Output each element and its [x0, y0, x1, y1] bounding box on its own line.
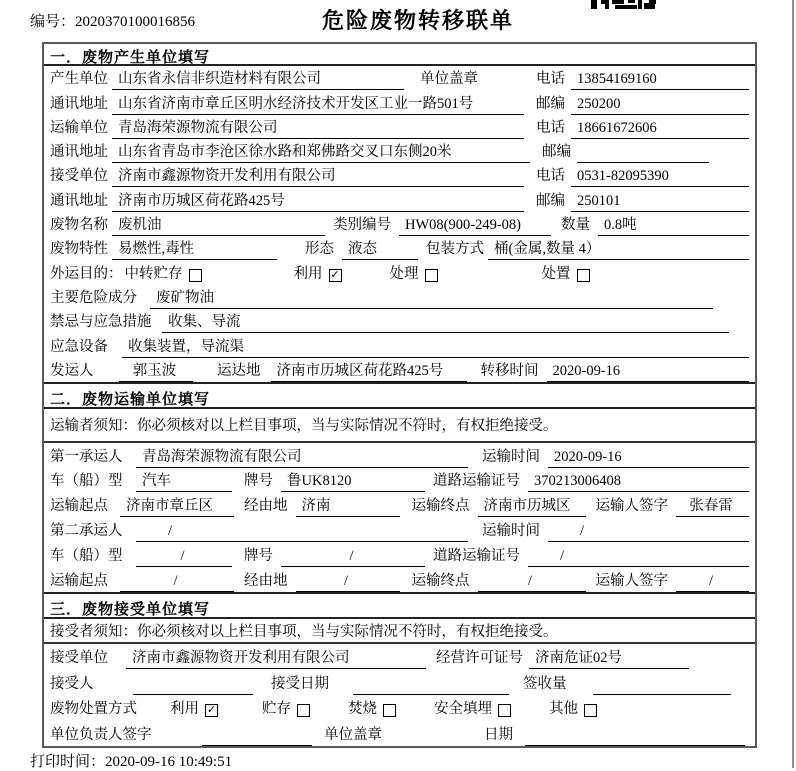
origin-label: 运输起点 — [50, 498, 108, 515]
via-value: 济南 — [296, 494, 400, 517]
address-value: 济南市历城区荷花路425号 — [112, 189, 524, 212]
origin-blank: / — [120, 573, 234, 592]
destination-value: 济南市历城区荷花路425号 — [271, 359, 467, 382]
responsible-signature-blank — [202, 744, 312, 746]
phone-label: 电话 — [536, 168, 565, 185]
producer-label: 产生单位 — [50, 71, 108, 88]
zip-value: 250101 — [571, 193, 749, 212]
print-time-value: 2020-09-16 10:49:51 — [105, 754, 233, 770]
vehicle-type-blank: / — [136, 548, 232, 567]
phone-value: 0531-82095390 — [571, 168, 749, 187]
section2-heading: 二．废物运输单位填写 — [44, 382, 755, 409]
purpose-option-label: 利用 — [293, 265, 323, 282]
equipment-label: 应急设备 — [50, 338, 108, 355]
hazard-component-row — [44, 285, 755, 309]
terminus-label: 运输终点 — [411, 572, 470, 589]
accepting-unit-row — [44, 644, 755, 670]
transport-time-blank: / — [548, 523, 749, 542]
manifest-form-table — [42, 42, 757, 748]
producer-value: 山东省永信非织造材料有限公司 — [112, 67, 404, 90]
plate-blank: / — [281, 548, 425, 567]
route-row-2 — [44, 567, 755, 592]
accepting-unit-value: 济南市鑫源物资开发利用有限公司 — [126, 646, 426, 669]
origin-label: 运输起点 — [50, 572, 108, 589]
via-label: 经由地 — [244, 572, 288, 589]
section1-heading: 一．废物产生单位填写 — [44, 44, 755, 66]
zip-label: 邮编 — [536, 95, 565, 112]
transport-time-value: 2020-09-16 — [548, 449, 749, 468]
vehicle-type-label: 车（船）型 — [50, 547, 123, 564]
address-label: 通讯地址 — [50, 144, 108, 161]
quantity-value: 0.8吨 — [598, 213, 749, 236]
character-value: 易燃性,毒性 — [112, 237, 277, 260]
road-license-label: 道路运输证号 — [433, 473, 520, 490]
phone-value: 18661672606 — [571, 120, 749, 139]
consignor-row — [44, 358, 755, 382]
form-label: 形态 — [305, 241, 334, 258]
transporter-address-row — [44, 139, 755, 163]
terminus-blank: / — [478, 573, 586, 592]
consignor-value: 郭玉波 — [119, 359, 193, 382]
road-license-blank: / — [528, 548, 749, 567]
section3-heading: 三．废物接受单位填写 — [44, 592, 755, 619]
via-label: 经由地 — [244, 498, 288, 515]
checkbox-transit-storage — [189, 269, 202, 282]
transfer-purpose-row — [44, 260, 755, 284]
transporter-notice: 运输者须知：你必须核对以上栏目事项，当与实际情况不符时，有权拒绝接受。 — [44, 409, 755, 443]
transport-time-label: 运输时间 — [482, 523, 540, 540]
carrier-value-blank: / — [136, 523, 468, 542]
carrier-value: 青岛海荣源物流有限公司 — [136, 445, 468, 468]
character-label: 废物特性 — [50, 241, 108, 258]
vehicle-row-2 — [44, 542, 755, 567]
transport-time-label: 运输时间 — [482, 448, 540, 465]
recipient-row — [44, 669, 755, 695]
checkbox-incinerate — [383, 704, 396, 717]
disposal-method-label: 废物处置方式 — [50, 701, 137, 718]
waste-character-row — [44, 236, 755, 260]
carrier-signature-label: 运输人签字 — [595, 572, 668, 589]
vehicle-type-value: 汽车 — [136, 469, 232, 492]
date-label: 日期 — [484, 726, 513, 743]
receiver-notice: 接受者须知：你必须核对以上栏目事项，当与实际情况不符时，有权拒绝接受。 — [44, 619, 755, 644]
disposal-option-label: 利用 — [170, 701, 199, 718]
receiver-row — [44, 163, 755, 187]
packing-label: 包装方式 — [426, 241, 484, 258]
serial-label: 编号： — [30, 14, 76, 30]
waste-name-label: 废物名称 — [50, 217, 108, 234]
waste-name-value: 废机油 — [112, 213, 325, 236]
origin-value: 济南市章丘区 — [120, 494, 234, 517]
date-blank — [525, 744, 745, 746]
document-title: 危险废物转移联单 — [322, 8, 515, 33]
plate-value: 鲁UK8120 — [281, 469, 425, 492]
equipment-value: 收集装置，导流渠 — [122, 335, 749, 358]
disposal-option-label: 贮存 — [262, 701, 291, 718]
vehicle-type-label: 车（船）型 — [50, 473, 123, 490]
route-row — [44, 492, 755, 517]
carrier-signature-value: 张春雷 — [676, 494, 749, 517]
recipient-label: 接受人 — [50, 675, 94, 692]
responsible-signature-row — [44, 720, 755, 746]
road-license-value: 370213006408 — [528, 473, 749, 492]
checkbox-other — [584, 704, 597, 717]
category-label: 类别编号 — [333, 217, 391, 234]
disposal-option-label: 焚烧 — [348, 701, 377, 718]
quantity-label: 数量 — [561, 217, 590, 234]
address-value: 山东省青岛市李沧区徐水路和郑佛路交叉口东侧20米 — [112, 140, 530, 163]
waste-name-row — [44, 212, 755, 236]
permit-label: 经营许可证号 — [436, 650, 523, 667]
permit-value: 济南危证02号 — [529, 646, 689, 669]
print-time-label: 打印时间： — [30, 754, 106, 770]
disposal-option-label: 其他 — [549, 701, 578, 718]
disposal-method-row — [44, 695, 755, 721]
phone-label: 电话 — [536, 71, 565, 88]
responsible-signature-label: 单位负责人签字 — [50, 726, 152, 743]
checkbox-utilize-checked: ✓ — [330, 267, 340, 281]
second-carrier-row — [44, 517, 755, 542]
address-value: 山东省济南市章丘区明水经济技术开发区工业一路501号 — [112, 92, 524, 115]
qr-code-fragment — [591, 0, 657, 10]
consignor-label: 发运人 — [50, 362, 94, 379]
accept-date-label: 接受日期 — [271, 675, 329, 692]
destination-label: 运达地 — [217, 362, 261, 379]
phone-value: 13854169160 — [571, 71, 749, 90]
zip-label: 邮编 — [542, 144, 571, 161]
via-blank: / — [296, 573, 400, 592]
phone-label: 电话 — [536, 119, 565, 136]
address-label: 通讯地址 — [50, 95, 108, 112]
serial-number-line — [30, 10, 195, 31]
transporter-value: 青岛海荣源物流有限公司 — [112, 116, 524, 139]
purpose-label: 外运目的： — [50, 265, 123, 282]
carrier-signature-label: 运输人签字 — [595, 498, 668, 515]
receiver-address-row — [44, 187, 755, 211]
receiver-label: 接受单位 — [50, 168, 108, 185]
accepting-unit-label: 接受单位 — [50, 650, 108, 667]
zip-value: 250200 — [571, 96, 749, 115]
taboo-measures-row — [44, 309, 755, 333]
transfer-date-value: 2020-09-16 — [547, 363, 750, 382]
carrier-label: 第二承运人 — [50, 523, 123, 540]
emergency-equipment-row — [44, 333, 755, 357]
plate-label: 牌号 — [244, 547, 273, 564]
purpose-option-label: 处理 — [389, 265, 419, 282]
terminus-label: 运输终点 — [411, 498, 470, 515]
address-label: 通讯地址 — [50, 192, 108, 209]
transporter-label: 运输单位 — [50, 119, 108, 136]
checkbox-treat — [425, 269, 438, 282]
terminus-value: 济南市历城区 — [478, 494, 586, 517]
checkbox-landfill — [498, 704, 511, 717]
hazard-label: 主要危险成分 — [50, 289, 137, 306]
vehicle-row — [44, 468, 755, 493]
received-amount-label: 签收量 — [523, 675, 567, 692]
disposal-option-label: 安全填埋 — [434, 701, 492, 718]
carrier-signature-blank: / — [676, 573, 749, 592]
unit-seal-label: 单位盖章 — [324, 726, 382, 743]
producer-address-row — [44, 90, 755, 114]
plate-label: 牌号 — [244, 473, 273, 490]
purpose-option-label: 处置 — [541, 265, 571, 282]
producer-row — [44, 66, 755, 90]
receiver-value: 济南市鑫源物资开发利用有限公司 — [112, 164, 524, 187]
first-carrier-row — [44, 443, 755, 468]
transfer-date-label: 转移时间 — [480, 362, 539, 379]
serial-value: 2020370100016856 — [75, 14, 196, 30]
packing-value: 桶(金属,数量 4） — [488, 237, 749, 260]
checkbox-storage — [297, 704, 310, 717]
carrier-label: 第一承运人 — [50, 448, 123, 465]
category-value: HW08(900-249-08) — [399, 217, 551, 236]
page-right-edge — [792, 0, 794, 768]
road-license-label: 道路运输证号 — [433, 547, 520, 564]
form-value: 液态 — [342, 237, 418, 260]
zip-label: 邮编 — [536, 192, 565, 209]
unit-seal-label: 单位盖章 — [420, 71, 478, 88]
taboo-label: 禁忌与应急措施 — [50, 314, 152, 331]
taboo-value: 收集、导流 — [162, 310, 729, 333]
hazard-value: 废矿物油 — [150, 286, 713, 309]
checkbox-utilize-checked: ✓ — [206, 703, 217, 717]
checkbox-dispose — [577, 269, 590, 282]
purpose-option-label: 中转贮存 — [124, 265, 183, 282]
transporter-row — [44, 115, 755, 139]
